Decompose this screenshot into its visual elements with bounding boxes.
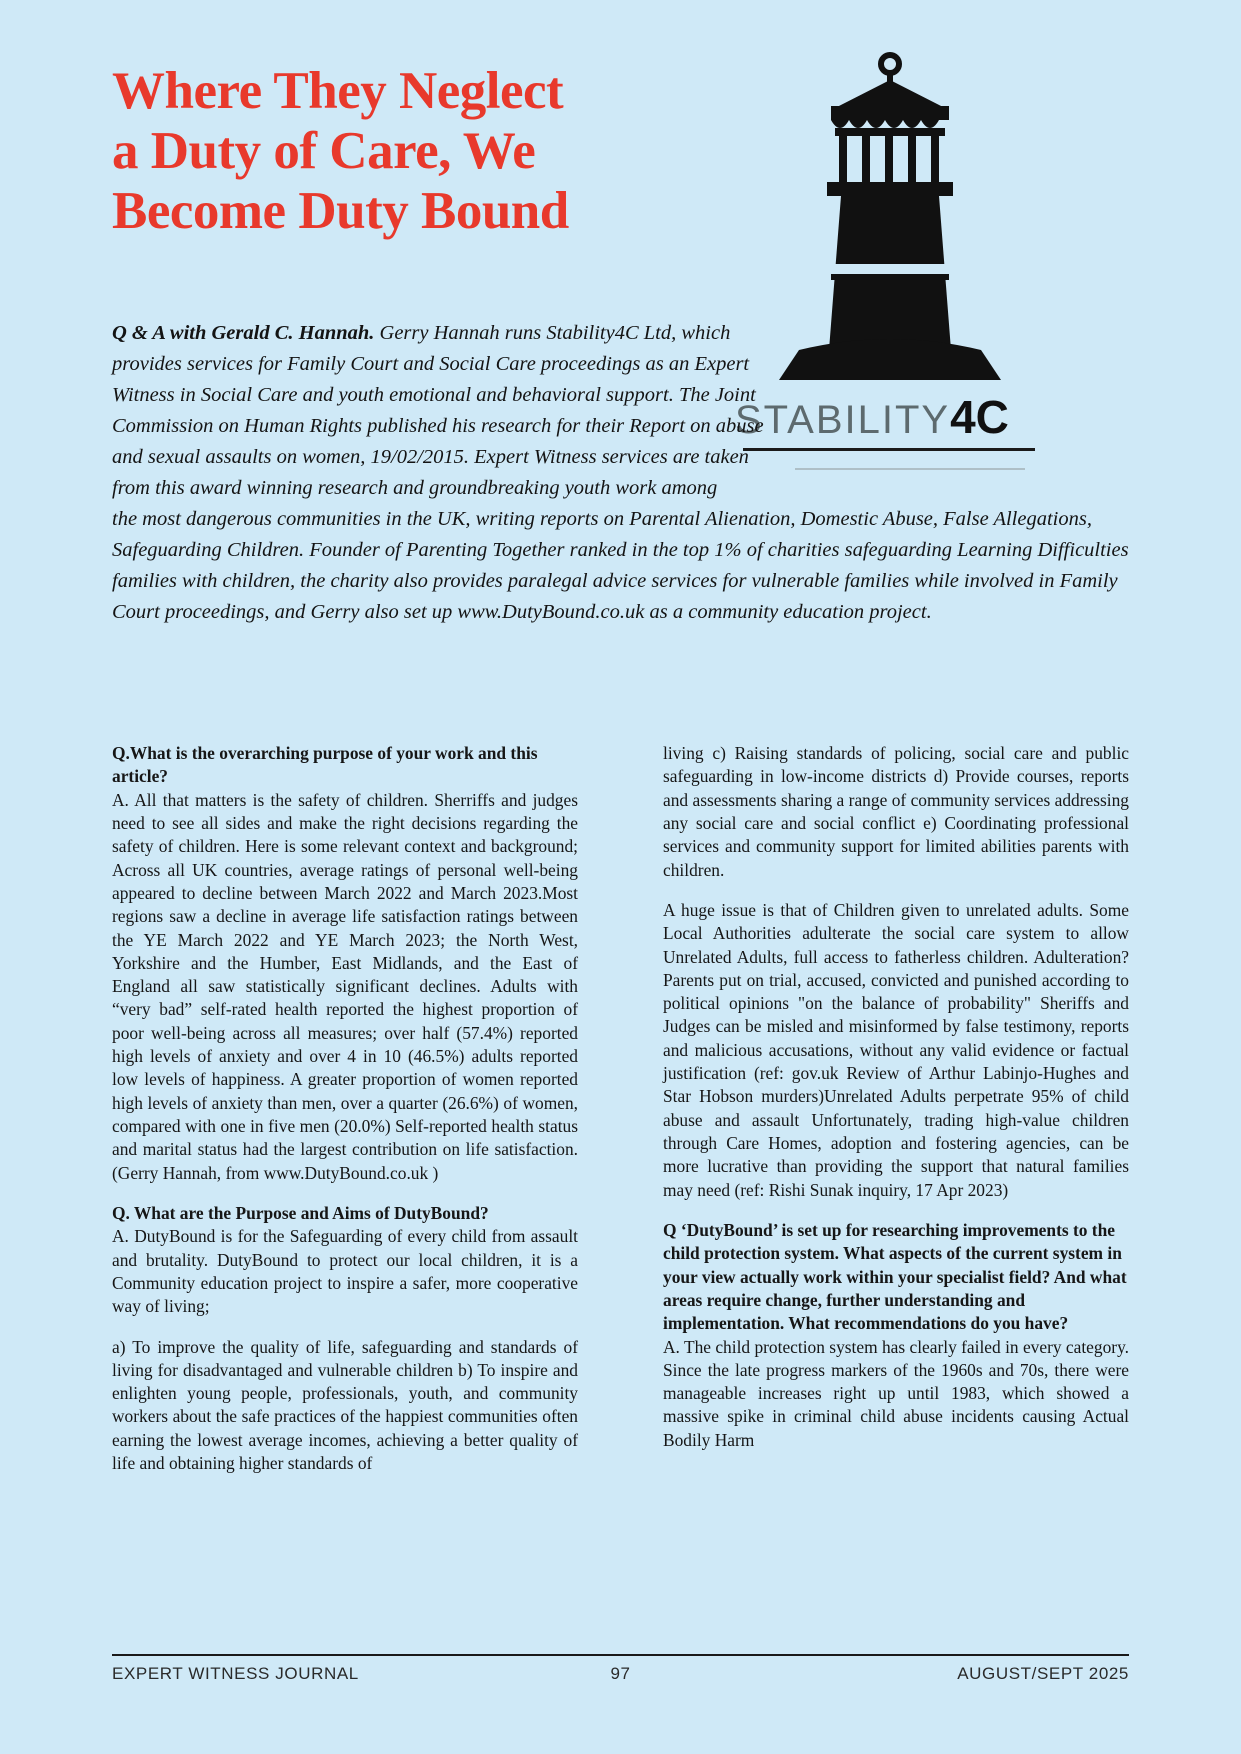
intro-wide-text: the most dangerous communities in the UK, writing reports on Parental Alienation, Domestic Abuse, False Allegations, Safeguarding Children. Founder of Parenting Together ranked in the top 1% of charities safeguarding Learning Difficulties families with children, the charity also provides paralegal advice services for vulnerable families while involved in Family Court proceedings, and Gerry also set up www.DutyBound.co.uk as a community education project. [112,507,1129,623]
column-left [112,742,578,1492]
headline-line-2: a Duty of Care, We [112,121,536,180]
article-intro [112,318,1129,628]
question-3: Q ‘DutyBound’ is set up for researching improvements to the child protection system. What aspects of the current system in your view actually work within your specialist field? And what areas require change, further understanding and implementation. What recommendations do you have? [663,1219,1127,1334]
headline-line-3: Become Duty Bound [112,181,569,240]
question-1: Q.What is the overarching purpose of your work and this article? [112,743,538,787]
footer-divider [112,1654,1129,1656]
article-body [112,742,1129,1622]
page-footer [112,1664,1129,1694]
footer-issue-date: AUGUST/SEPT 2025 [957,1664,1129,1683]
answer-3: A. The child protection system has clearly failed in every category. Since the late progress markers of the 1960s and 70s, there were manageable increases right up until 1983, which showed a massive spike in criminal child abuse incidents causing Actual Bodily Harm [663,1336,1129,1450]
intro-narrow-block [112,318,792,504]
paragraph-unrelated-adults: A huge issue is that of Children given to unrelated adults. Some Local Authorities adulterate the social care system to allow Unrelated Adults, full access to fatherless children. Adulteration? Parents put on trial, accused, convicted and punished according to political opinions "on the balance of probability" Sheriffs and Judges can be misled and misinformed by false testimony, reports and malicious accusations, without any valid evidence or factual justification (ref: gov.uk Review of Arthur Labinjo-Hughes and Star Hobson murders)Unrelated Adults perpetrate 95% of child abuse and assault Unfortunately, trading high-value children through Care Homes, adoption and fostering agencies, can be more lucrative than providing the support that natural families may need (ref: Rishi Sunak inquiry, 17 Apr 2023) [663,899,1129,1200]
paragraph-continuation: living c) Raising standards of policing, social care and public safeguarding in low-income districts d) Provide courses, reports and assessments sharing a range of community services addressing any social care and social conflict e) Coordinating professional services and community support for limited abilities parents with children. [663,743,1129,880]
intro-lead: Q & A with Gerald C. Hannah. [112,322,375,344]
intro-narrow-text: Gerry Hannah runs Stability4C Ltd, which provides services for Family Court and Social Care proceedings as an Expert Witness in Social Care and youth emotional and behavioral support. The Joint Commission on Human Rights published his research for their Report on abuse and sexual assaults on women, 19/02/2015. Expert Witness services are taken from this award winning research and groundbreaking youth work among [112,322,764,499]
answer-1: A. All that matters is the safety of children. Sherriffs and judges need to see all sides and make the right decisions regarding the safety of children. Here is some relevant context and background; Across all UK countries, average ratings of personal well-being appeared to decline between March 2022 and March 2023.Most regions saw a decline in average life satisfaction ratings between the YE March 2022 and YE March 2023; the North West, Yorkshire and the Humber, East Midlands, and the East of England all saw statistically significant declines. Adults with “very bad” self-rated health reported the highest proportion of poor well-being across all measures; over half (57.4%) reported high levels of anxiety and over 4 in 10 (46.5%) adults reported low levels of happiness. A greater proportion of women reported high levels of anxiety than men, over a quarter (26.6%) of women, compared with one in five men (20.0%) Self-reported health status and marital status had the largest contribution on life satisfaction. (Gerry Hannah, from www.DutyBound.co.uk ) [112,789,578,1183]
question-2: Q. What are the Purpose and Aims of DutyBound? [112,1202,489,1223]
footer-journal-name: EXPERT WITNESS JOURNAL [112,1664,359,1683]
answer-2-continued: a) To improve the quality of life, safeguarding and standards of living for disadvantaged and vulnerable children b) To inspire and enlighten young people, professionals, youth, and community workers about the safe practices of the happiest communities often earning the lowest average incomes, achieving a better quality of life and obtaining higher standards of [112,1336,578,1474]
logo-word-accent: 4C [950,391,1009,443]
column-right [663,742,1129,1469]
headline-line-1: Where They Neglect [112,62,564,120]
logo-word-main: STABILITY [735,398,951,442]
footer-page-number: 97 [610,1664,631,1683]
page-title [112,62,772,242]
answer-2: A. DutyBound is for the Safeguarding of every child from assault and brutality. DutyBound to protect our local children, it is a Community education project to inspire a safer, more cooperative way of living; [112,1226,578,1317]
